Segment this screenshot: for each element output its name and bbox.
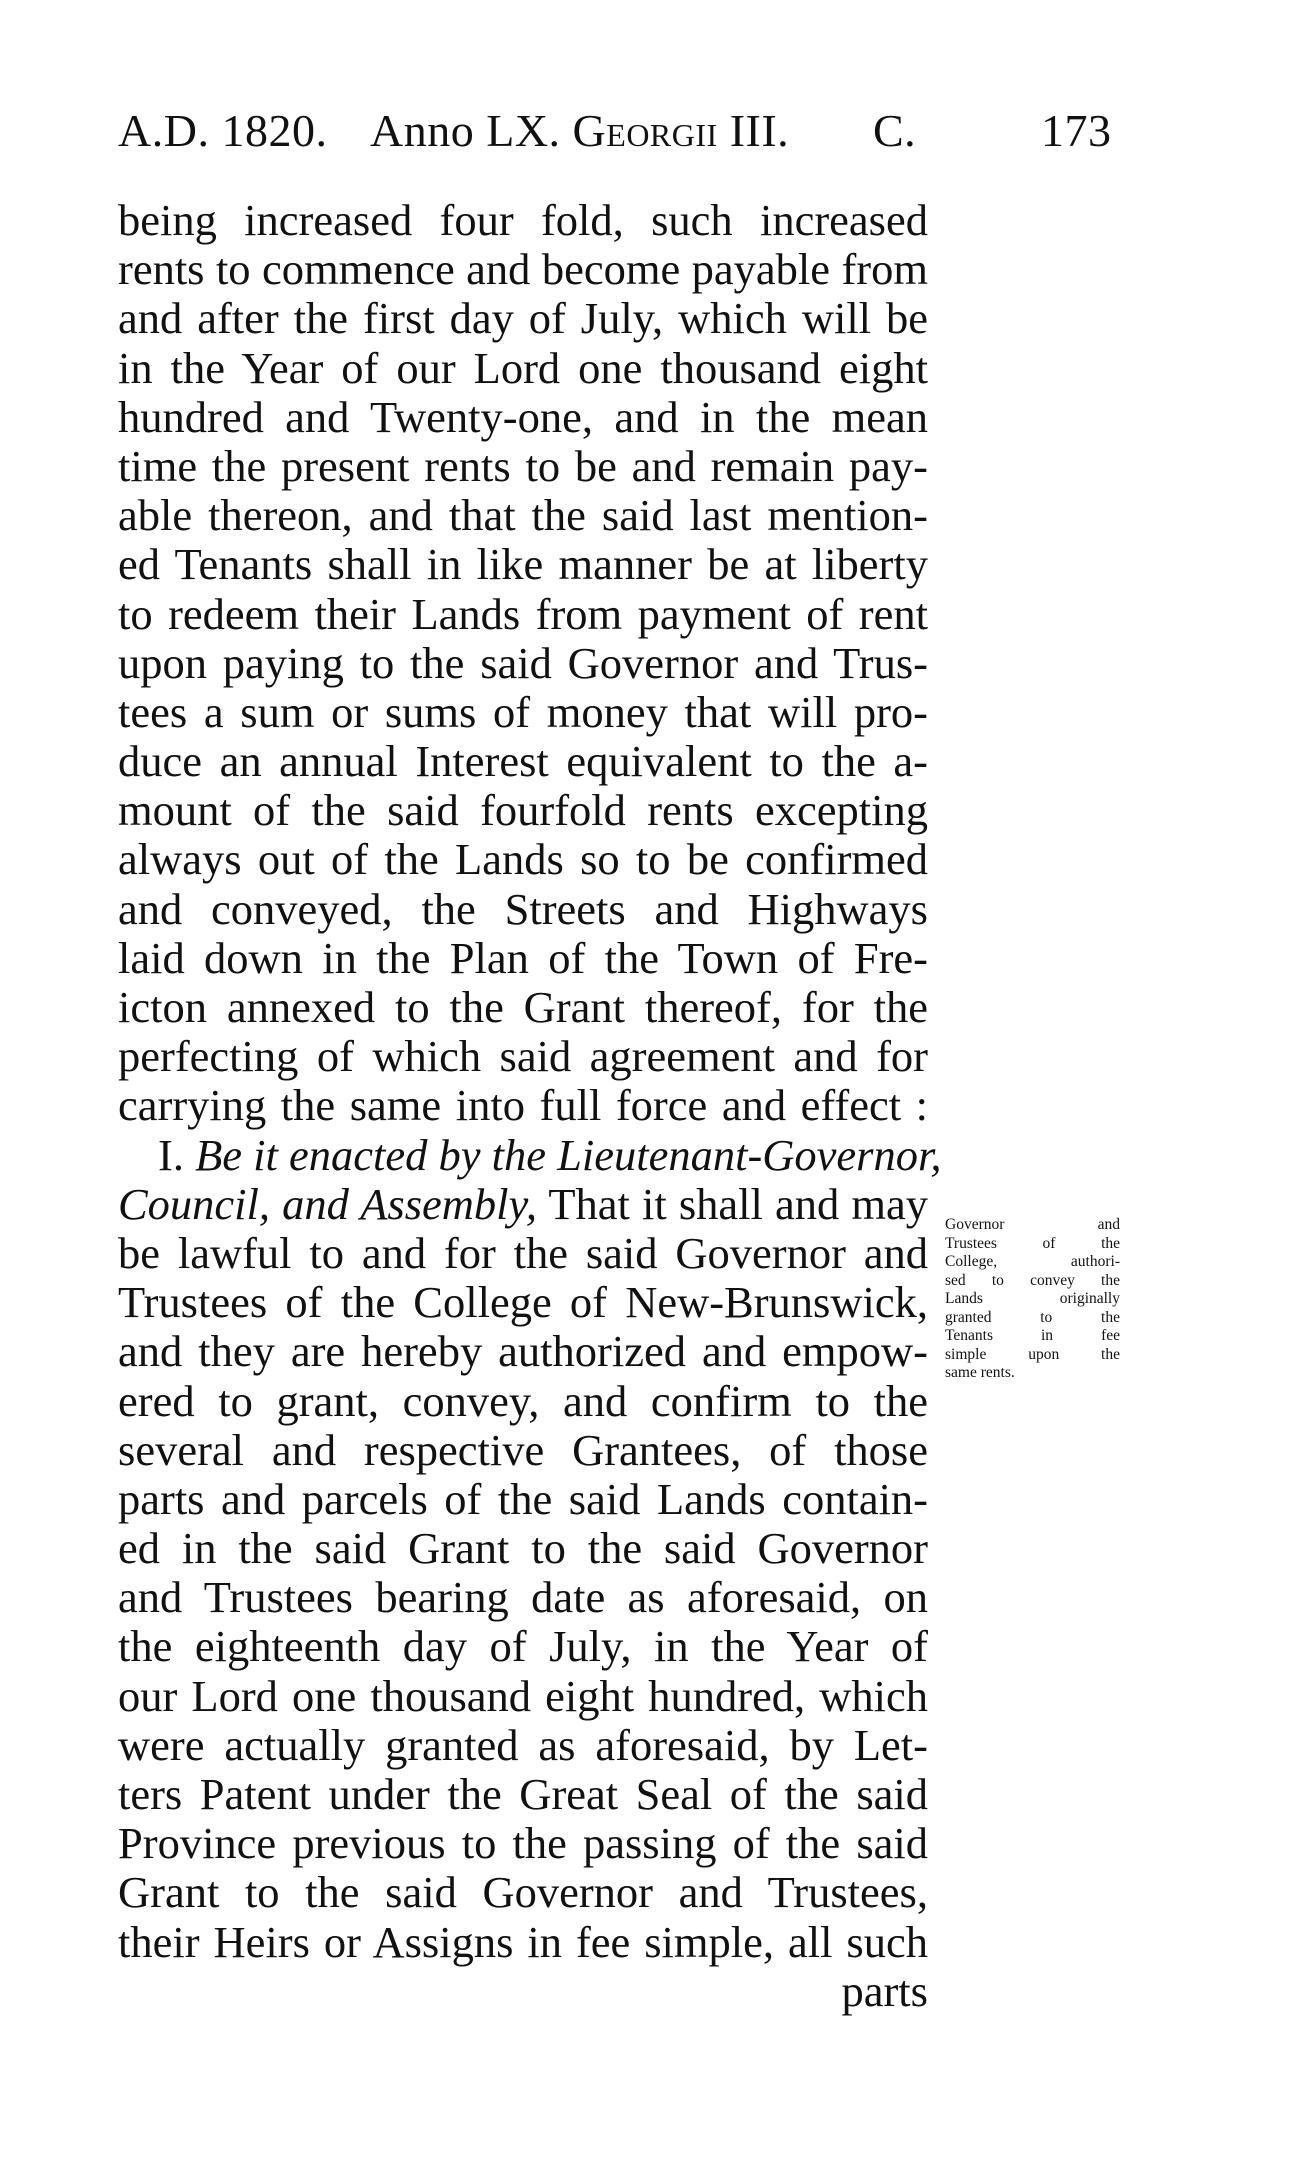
text-line: ed in the said Grant to the said Governor	[118, 1523, 928, 1574]
text-line: duce an annual Interest equivalent to the a-	[118, 736, 928, 787]
text-line: to redeem their Lands from payment of rent	[118, 588, 928, 639]
margin-note-line: Trustees of the	[945, 1234, 1120, 1252]
text-line: ered to grant, convey, and confirm to the	[118, 1375, 928, 1426]
enactment-line-1	[118, 1129, 942, 1180]
text-line: parts and parcels of the said Lands contain-	[118, 1473, 928, 1524]
margin-note-line: Lands originally	[945, 1290, 1120, 1307]
regnal-suffix: III.	[729, 105, 790, 156]
text-line: be lawful to and for the said Governor and	[118, 1227, 928, 1278]
header-regnal-year	[370, 104, 789, 157]
text-line: rents to commence and become payable from	[118, 244, 928, 295]
margin-note-line: sed to convey the	[945, 1271, 1120, 1289]
margin-note-line: College, authori-	[945, 1253, 1120, 1270]
enactment-text: That it shall and may	[548, 1178, 928, 1229]
header-chapter: C.	[873, 105, 917, 156]
margin-note-line: Governor and	[945, 1216, 1120, 1233]
text-line: and they are hereby authorized and empow-	[118, 1326, 928, 1377]
text-line: our Lord one thousand eight hundred, which	[118, 1670, 928, 1721]
text-line: tees a sum or sums of money that will pro-	[118, 686, 928, 737]
text-line: the eighteenth day of July, in the Year of	[118, 1621, 928, 1672]
margin-note-line: simple upon the	[945, 1345, 1120, 1363]
text-line: always out of the Lands so to be confirmed	[118, 834, 928, 885]
body-text	[118, 195, 942, 2016]
header-year: A.D. 1820.	[118, 105, 328, 156]
text-line: time the present rents to be and remain pay-	[118, 440, 928, 491]
margin-note-line: same rents.	[945, 1364, 1015, 1381]
text-line: and conveyed, the Streets and Highways	[118, 883, 928, 934]
running-header	[118, 104, 1118, 164]
text-line: ters Patent under the Great Seal of the said	[118, 1769, 928, 1819]
regnal-king: Georgii	[572, 105, 718, 156]
marginal-note	[945, 1216, 1120, 1383]
text-line: were actually granted as aforesaid, by Let-	[118, 1719, 928, 1770]
text-line: upon paying to the said Governor and Trus-	[118, 637, 928, 688]
enacting-clause-continued: Council, and Assembly,	[118, 1178, 537, 1229]
text-line: in the Year of our Lord one thousand eight	[118, 342, 928, 393]
text-line: and after the first day of July, which will be	[118, 293, 928, 344]
section-numeral: I.	[158, 1129, 184, 1180]
text-line: several and respective Grantees, of those	[118, 1424, 928, 1475]
page-number: 173	[1041, 105, 1112, 156]
enactment-line-2	[118, 1180, 928, 1229]
catchword: parts	[841, 1965, 928, 2016]
text-line: ed Tenants shall in like manner be at liberty	[118, 539, 928, 590]
text-line: icton annexed to the Grant thereof, for the	[118, 982, 928, 1032]
text-line: Trustees of the College of New-Brunswick,	[118, 1277, 928, 1328]
text-line: their Heirs or Assigns in fee simple, all such	[118, 1916, 928, 1967]
text-line: Province previous to the passing of the said	[118, 1818, 928, 1869]
text-line: hundred and Twenty-one, and in the mean	[118, 391, 928, 442]
regnal-prefix: Anno LX.	[370, 105, 561, 156]
text-line: able thereon, and that the said last mention-	[118, 490, 928, 541]
text-line: carrying the same into full force and effect :	[118, 1080, 928, 1131]
text-line: mount of the said fourfold rents excepting	[118, 785, 928, 836]
text-line: Grant to the said Governor and Trustees,	[118, 1867, 928, 1918]
text-line: laid down in the Plan of the Town of Fre-	[118, 932, 928, 983]
margin-note-line: granted to the	[945, 1308, 1120, 1326]
text-line: being increased four fold, such increased	[118, 195, 928, 245]
text-line: and Trustees bearing date as aforesaid, on	[118, 1572, 928, 1623]
margin-note-line: Tenants in fee	[945, 1327, 1120, 1344]
text-line: perfecting of which said agreement and for	[118, 1031, 928, 1082]
enacting-clause: Be it enacted by the Lieutenant-Governor,	[195, 1129, 942, 1180]
